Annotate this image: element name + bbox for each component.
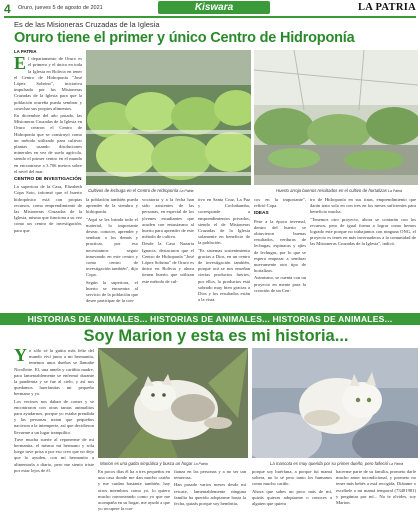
- page-number: 4: [4, 2, 11, 16]
- photo-caption: Cultivos de lechuga en el Centro de Hidroponía La Patria: [88, 188, 194, 193]
- photo-caption: La mascota es muy querida por su primer dueño, pero falleció La Patria: [270, 461, 404, 466]
- article2-paragraph: Han pasado varios meses desde mi rescate, lamentablemente ninguna familia ha querido adoptarme hasta la fecha, quizás porque soy hembrita,: [174, 482, 246, 507]
- issue-date: Oruro, jueves 5 de agosto de 2021: [18, 5, 103, 11]
- article2-paragraph: porque soy huérfana, a porque fui mamá soltera, no lo sé pero tanto los humanos como mucho cariño.: [252, 469, 332, 487]
- article1-paragraph: la población también pueda aprender de la siembra y hidroponía.: [86, 197, 138, 215]
- article1-paragraph: Pese a la época invernal, dentro del huerto se obtuvieron buenas resultados, verduras de lechugas, espinacas y ajíes de lechugas, por lo que se espera empezar a sembrar nuevamente otro tipo de hortalizas.: [254, 218, 306, 274]
- article1-paragraph: cos en la importante", refirió Copa.: [254, 197, 306, 209]
- article2-column-5: [336, 469, 416, 519]
- article1-subhead: IDEAS: [254, 211, 269, 217]
- article1-paragraph: En diciembre del año pasado, las Misioneras Cruzadas de la Iglesia en Oruro crearon el Centro de Hidroponía que se construyó como un método utilizado para cultivar plantas usando disoluciones minerales en vez de suelo agrícola, siendo el primer centro en el mundo en encontrarse a 3.706 metros sobre el nivel del mar.: [14, 113, 82, 174]
- article1-paragraph: tivo en Santa Cruz, La Paz y Cochabamba, corresponde a emprendimientos privados, siendo el de Misioneras Cruzadas de la Iglesia solamente en beneficio de la población.: [198, 197, 250, 246]
- article2-column-4: [252, 469, 332, 519]
- article1-paragraph: "Tenemos otro proyecto, ahora se contarán con los recursos, pero de igual forma a lograr como hemos logrado este porque no trabajamos con ninguna ONG, el proyecto es tenes en más invernaderos a la comunidad de las Misioneras Cruzadas de la Iglesia", indicó.: [310, 216, 416, 247]
- article1-paragraph: vocatoria y a la fecha han sido asistentes de las personas, en especial de los jóvenes estudiantes que acuden con entusiasmo al huerto para aprender de este método de cultivo.: [142, 197, 194, 240]
- article1-paragraph: La superiora de la Casa, Elizabeth Copa Soto, informó que el huerto hidropónico está con propias recursos, como emprendimiento de las Misioneras Cruzadas de la Iglesia, misma que funciona a su vez como un centro de investigación, para que: [14, 184, 82, 233]
- newspaper-brand: LA PATRIA: [357, 2, 416, 13]
- article2-paragraph: En pocos días él ha a tres pequeños en una casa donde me dan mucho cariño y me cuidan bastante también, hay otros miembros como yo, lo quiero mucho ronroneando como yo que me acompaña en su hogar, me ayudó a que yo recupere la con-: [98, 469, 170, 512]
- article1-byline: LA PATRIA: [14, 49, 37, 54]
- article1-column-6: [310, 197, 416, 311]
- article2-column-2: [98, 469, 170, 519]
- photo-caption: Huerto arroja buenos resultados en el cultivo de hortalizas La Patria: [276, 188, 403, 193]
- article1-paragraph: Asimismo, se cuenta con un proyecto en mente para la creación de un Cen-: [254, 275, 306, 293]
- article1-paragraph: tro de Hidroponía en sus tinas, emprendimiento que darán trato solo en con tres en los meses suficientes para beneficio mucha.: [310, 197, 416, 215]
- photo-caption: Marion es una gatita simpática y busca un hogar La Patria: [100, 461, 208, 466]
- header-rule: [4, 16, 416, 18]
- article1-dropcap: E: [14, 53, 27, 74]
- section-band: HISTORIAS DE ANIMALES... HISTORIAS DE ANIMALES... HISTORIAS DE ANIMALES...: [0, 313, 420, 325]
- article2-column-1: [14, 348, 94, 519]
- article2-dropcap: Y: [14, 348, 27, 365]
- article1-column-5: [254, 197, 306, 311]
- cat-photo-left: [98, 348, 248, 458]
- greenhouse-photo: [254, 50, 418, 185]
- article1-column-1: [14, 49, 82, 311]
- article1-paragraph: Desde la Casa Nazaria Ignacia, destacaron que el Centro de Hidroponía "José López Sobrino" de Oruro es único en Bolivia y ahora tienen huerto que utilizan este método de cul-: [142, 241, 194, 284]
- article1-paragraph: "Es sistemas sostenimiento gracias a Dios, en un centro de investigación también, porque acá se nos enseñan ciertas productos fuertes, por ellos, lo productos está sobrado muy bien gracias a Dios y los resultados están a la vista.: [198, 247, 250, 303]
- lettuce-photo: [86, 50, 251, 185]
- article2-column-3: [174, 469, 246, 519]
- article1-column-2: [86, 197, 138, 311]
- article2-paragraph: o sólo sé la gatita más feliz del mundo viví junto a mi hermanita, tenemos unos dueños se llamabe Nicollette. El, una amela y cariñita madre, para lamentablemente se enfermó durante la pandemia y se fue al cielo, y así nos quedamos huerfanitas mi pequeño hermano y yo.: [14, 348, 94, 397]
- article1-headline: Oruro tiene el primer y único Centro de Hidroponía: [14, 30, 355, 46]
- article2-paragraph: Los vecinos nos daban de comer y se encontraron con otras tantas animalitos para ayudarnos, porque yo estaba prendida y las personas tratan que pequeños nacieron a la intemperie, así que decidieron llevarme a un lugar tranquilito.: [14, 398, 94, 435]
- cat-photo-right: [252, 348, 418, 458]
- article2-paragraph: hacerme parte de su familia, prometo darle mucho amor incondicional, y prometo no tener más bebés a está recogida, Diátame o escríbele a mi mamá temporal (73481981) y pregúntar por mí... No te olvides, soy Marion.: [336, 469, 416, 506]
- article1-subhead: CENTRO DE INVESTIGACIÓN: [14, 177, 82, 183]
- article1-paragraph: Según la superiora, el huerto se encuentra al servicio de la población que desee participar de la con-: [86, 279, 138, 304]
- article2-paragraph: Ahora que sabes un poco más de mí, quizás quieras adoptarme o conoces a alguien que quiera: [252, 488, 332, 507]
- article1-kicker: Es de las Misioneras Cruzadas de la Iglesia: [14, 20, 160, 29]
- article2-headline: Soy Marion y esta es mi historia...: [83, 327, 349, 345]
- section-title: Kiswara: [158, 1, 270, 14]
- article2-paragraph: fianza en las personas y a no ser tan temerosa.: [174, 469, 246, 481]
- article1-column-3: [142, 197, 194, 311]
- article1-paragraph: "Aquí se les brinda todo el material, lo importante desear, conocer, aprender y sembrar a los demás y practicar, por eso necesitamos seguir innovando en este centro y como centro de investigación también", dijo Copa.: [86, 216, 138, 278]
- article1-column-4: [198, 197, 250, 311]
- article1-paragraph: l departamento de Oruro es el primero y el único en toda la Iglesia en Bolivia en tener el Centro de Hidroponía "José López Sobrino", iniciativa impulsada por las Misioneras Cruzadas de la Iglesia para que la población orureña pueda sembrar y cosechar sus propios alimentos.: [14, 56, 82, 111]
- article2-paragraph: Tuve mucha suerte al reponerme de mi hermanita, el mismo mi hermano y sola luego tuve prisa a por eso creo que no dejo que lo ayuden, con mi hermanito a alimentarla a diario, pero me siento triste por estar lejos de él.: [14, 436, 94, 473]
